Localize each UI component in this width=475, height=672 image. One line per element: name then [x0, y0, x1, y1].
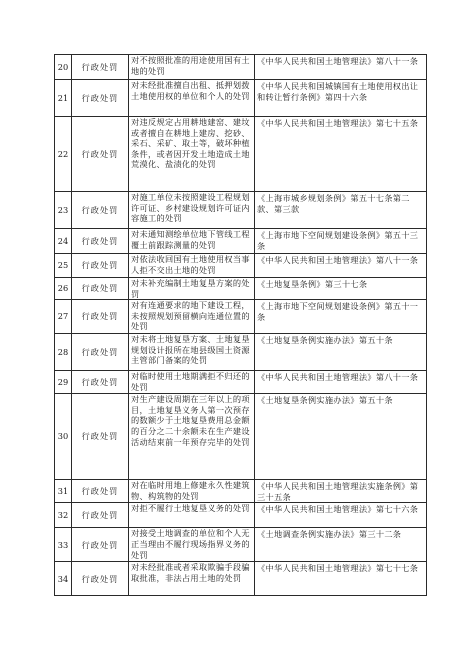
legal-basis: 《中华人民共和国土地管理法实施条例》第三十五条 — [255, 480, 427, 503]
table-row — [55, 334, 427, 371]
row-number: 31 — [55, 480, 72, 503]
table-row — [55, 394, 427, 480]
penalty-type: 行政处罚 — [72, 80, 129, 117]
row-number: 24 — [55, 229, 72, 254]
penalty-type: 行政处罚 — [72, 300, 129, 334]
row-number: 27 — [55, 300, 72, 334]
legal-basis: 《土地复垦条例实施办法》第五十条 — [255, 394, 427, 480]
legal-basis: 《上海市地下空间规划建设条例》第五十一条 — [255, 300, 427, 334]
penalty-type: 行政处罚 — [72, 254, 129, 278]
table-row — [55, 300, 427, 334]
legal-basis: 《中华人民共和国土地管理法》第八十一条 — [255, 371, 427, 394]
row-number: 21 — [55, 80, 72, 117]
row-number: 28 — [55, 334, 72, 371]
table-row — [55, 278, 427, 300]
penalty-type: 行政处罚 — [72, 562, 129, 596]
row-number: 29 — [55, 371, 72, 394]
legal-basis: 《上海市地下空间规划建设条例》第五十三条 — [255, 229, 427, 254]
penalty-item: 对临时使用土地期满拒不归还的处罚 — [129, 371, 255, 394]
penalty-item: 对拒不履行土地复垦义务的处罚 — [129, 503, 255, 528]
row-number: 22 — [55, 117, 72, 192]
legal-basis: 《土地调查条例实施办法》第三十二条 — [255, 528, 427, 562]
row-number: 30 — [55, 394, 72, 480]
table-row — [55, 528, 427, 562]
penalty-type: 行政处罚 — [72, 503, 129, 528]
penalty-type: 行政处罚 — [72, 229, 129, 254]
penalty-type: 行政处罚 — [72, 192, 129, 229]
penalty-item: 对违反规定占用耕地建窑、建坟或者擅自在耕地上建房、挖砂、采石、采矿、取土等，破坏种植条件，或者因开发土地造成土地荒漠化、盐渍化的处罚 — [129, 117, 255, 192]
penalty-item: 对接受土地调查的单位和个人无正当理由不履行现场指界义务的处罚 — [129, 528, 255, 562]
row-number: 25 — [55, 254, 72, 278]
penalty-item: 对未经批准或者采取欺骗手段骗取批准，非法占用土地的处罚 — [129, 562, 255, 596]
penalty-item: 对未将土地复垦方案、土地复垦规划设计报所在地县级国土资源主管部门备案的处罚 — [129, 334, 255, 371]
penalty-item: 对有连通要求的地下建设工程，未按照规划预留横向连通位置的处罚 — [129, 300, 255, 334]
table-row — [55, 55, 427, 80]
legal-basis: 《土地复垦条例实施办法》第五十条 — [255, 334, 427, 371]
legal-basis: 《中华人民共和国城镇国有土地使用权出让和转让暂行条例》第四十六条 — [255, 80, 427, 117]
legal-basis: 《中华人民共和国土地管理法》第七十六条 — [255, 503, 427, 528]
penalty-item: 对未补充编制土地复垦方案的处罚 — [129, 278, 255, 300]
legal-basis: 《中华人民共和国土地管理法》第七十七条 — [255, 562, 427, 596]
penalty-item: 对生产建设周期在三年以上的项目，土地复垦义务人第一次预存的数额少于土地复垦费用总金额的百分之二十余额未在生产建设活动结束前一年预存完毕的处罚 — [129, 394, 255, 480]
penalty-type: 行政处罚 — [72, 371, 129, 394]
row-number: 20 — [55, 55, 72, 80]
penalty-item: 对不按照批准的用途使用国有土地的处罚 — [129, 55, 255, 80]
penalty-type: 行政处罚 — [72, 117, 129, 192]
penalty-type: 行政处罚 — [72, 480, 129, 503]
legal-basis: 《中华人民共和国土地管理法》第八十一条 — [255, 254, 427, 278]
penalty-item: 对施工单位未按照建设工程规划许可证、乡村建设规划许可证内容施工的处罚 — [129, 192, 255, 229]
document-page — [54, 54, 426, 596]
table-row — [55, 562, 427, 596]
penalty-item: 对在临时用地上修建永久性建筑物、构筑物的处罚 — [129, 480, 255, 503]
table-row — [55, 480, 427, 503]
table-row — [55, 503, 427, 528]
row-number: 32 — [55, 503, 72, 528]
table-row — [55, 229, 427, 254]
legal-basis: 《中华人民共和国土地管理法》第八十一条 — [255, 55, 427, 80]
row-number: 33 — [55, 528, 72, 562]
row-number: 26 — [55, 278, 72, 300]
penalty-item: 对依法收回国有土地使用权当事人拒不交出土地的处罚 — [129, 254, 255, 278]
penalty-type: 行政处罚 — [72, 334, 129, 371]
legal-basis: 《土地复垦条例》第三十七条 — [255, 278, 427, 300]
table-row — [55, 192, 427, 229]
table-row — [55, 254, 427, 278]
table-row — [55, 117, 427, 192]
penalty-table — [54, 54, 427, 596]
penalty-table-body — [55, 55, 427, 596]
penalty-type: 行政处罚 — [72, 394, 129, 480]
penalty-type: 行政处罚 — [72, 278, 129, 300]
penalty-type: 行政处罚 — [72, 528, 129, 562]
table-row — [55, 371, 427, 394]
legal-basis: 《中华人民共和国土地管理法》第七十五条 — [255, 117, 427, 192]
penalty-item: 对未通知测绘单位地下管线工程覆土前跟踪测量的处罚 — [129, 229, 255, 254]
row-number: 34 — [55, 562, 72, 596]
row-number: 23 — [55, 192, 72, 229]
penalty-type: 行政处罚 — [72, 55, 129, 80]
table-row — [55, 80, 427, 117]
penalty-item: 对未经批准擅自出租、抵押划拨土地使用权的单位和个人的处罚 — [129, 80, 255, 117]
legal-basis: 《上海市城乡规划条例》第五十七条第二款、第三款 — [255, 192, 427, 229]
